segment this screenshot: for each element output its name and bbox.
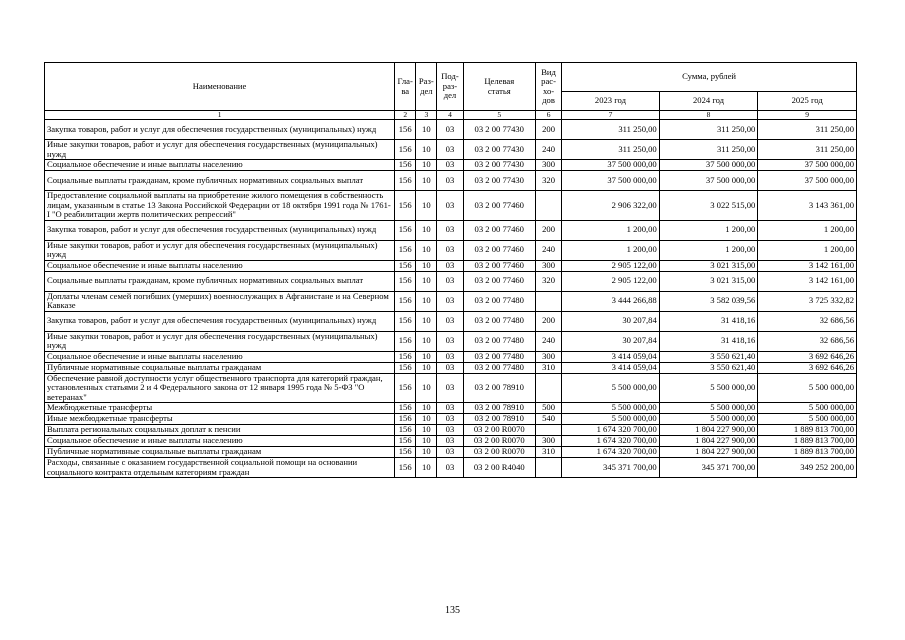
- row-sum-2023: 1 674 320 700,00: [562, 436, 660, 447]
- row-expense-type: 320: [535, 171, 561, 191]
- row-glava: 156: [395, 260, 416, 271]
- row-glava: 156: [395, 160, 416, 171]
- row-razdel: 10: [416, 260, 437, 271]
- row-expense-type: [535, 191, 561, 221]
- header-target-article: Целевая статья: [463, 63, 535, 111]
- row-target-article: 03 2 00 R4040: [463, 458, 535, 478]
- row-sum-2023: 30 207,84: [562, 331, 660, 351]
- row-sum-2024: 5 500 000,00: [659, 373, 758, 403]
- row-podrazdel: 03: [437, 447, 463, 458]
- row-expense-type: [535, 373, 561, 403]
- row-podrazdel: 03: [437, 120, 463, 140]
- row-podrazdel: 03: [437, 373, 463, 403]
- column-number: 9: [758, 111, 857, 120]
- row-sum-2024: 345 371 700,00: [659, 458, 758, 478]
- column-number: 5: [463, 111, 535, 120]
- header-year-2025: 2025 год: [758, 92, 857, 111]
- row-razdel: 10: [416, 171, 437, 191]
- row-target-article: 03 2 00 77430: [463, 120, 535, 140]
- column-number: 6: [535, 111, 561, 120]
- table-row: [45, 362, 857, 373]
- row-glava: 156: [395, 331, 416, 351]
- header-podrazdel: Под- раз- дел: [437, 63, 463, 111]
- row-sum-2025: 3 142 161,00: [758, 271, 857, 291]
- row-sum-2023: 3 414 059,04: [562, 362, 660, 373]
- table-row: [45, 220, 857, 240]
- row-target-article: 03 2 00 R0070: [463, 425, 535, 436]
- row-sum-2025: 349 252 200,00: [758, 458, 857, 478]
- row-razdel: 10: [416, 351, 437, 362]
- row-target-article: 03 2 00 77460: [463, 191, 535, 221]
- header-name: Наименование: [45, 63, 395, 111]
- row-target-article: 03 2 00 78910: [463, 403, 535, 414]
- row-sum-2025: 5 500 000,00: [758, 414, 857, 425]
- row-sum-2023: 2 906 322,00: [562, 191, 660, 221]
- row-glava: 156: [395, 140, 416, 160]
- row-expense-type: 310: [535, 362, 561, 373]
- budget-table: [44, 62, 857, 478]
- table-body: [45, 120, 857, 478]
- row-sum-2024: 37 500 000,00: [659, 160, 758, 171]
- row-sum-2023: 5 500 000,00: [562, 403, 660, 414]
- row-podrazdel: 03: [437, 362, 463, 373]
- row-sum-2025: 311 250,00: [758, 120, 857, 140]
- row-expense-type: 300: [535, 260, 561, 271]
- row-sum-2025: 5 500 000,00: [758, 403, 857, 414]
- row-target-article: 03 2 00 77480: [463, 331, 535, 351]
- page-number: 135: [445, 605, 460, 616]
- row-podrazdel: 03: [437, 425, 463, 436]
- row-sum-2024: 37 500 000,00: [659, 171, 758, 191]
- row-glava: 156: [395, 311, 416, 331]
- row-razdel: 10: [416, 373, 437, 403]
- header-razdel: Раз- дел: [416, 63, 437, 111]
- row-name: Социальное обеспечение и иные выплаты населению: [45, 260, 395, 271]
- row-glava: 156: [395, 436, 416, 447]
- row-name: Публичные нормативные социальные выплаты гражданам: [45, 447, 395, 458]
- row-sum-2024: 3 021 315,00: [659, 271, 758, 291]
- row-sum-2025: 3 143 361,00: [758, 191, 857, 221]
- row-expense-type: 240: [535, 331, 561, 351]
- row-expense-type: 540: [535, 414, 561, 425]
- row-sum-2025: 3 142 161,00: [758, 260, 857, 271]
- row-sum-2023: 37 500 000,00: [562, 171, 660, 191]
- row-sum-2023: 2 905 122,00: [562, 260, 660, 271]
- row-glava: 156: [395, 191, 416, 221]
- row-expense-type: [535, 291, 561, 311]
- row-glava: 156: [395, 351, 416, 362]
- row-name: Закупка товаров, работ и услуг для обеспечения государственных (муниципальных) нужд: [45, 120, 395, 140]
- row-expense-type: 320: [535, 271, 561, 291]
- row-sum-2023: 30 207,84: [562, 311, 660, 331]
- row-expense-type: 240: [535, 240, 561, 260]
- column-number: 8: [659, 111, 758, 120]
- row-glava: 156: [395, 220, 416, 240]
- table-row: [45, 260, 857, 271]
- row-sum-2024: 1 200,00: [659, 240, 758, 260]
- row-target-article: 03 2 00 77460: [463, 220, 535, 240]
- row-razdel: 10: [416, 458, 437, 478]
- table-row: [45, 271, 857, 291]
- row-target-article: 03 2 00 77460: [463, 240, 535, 260]
- column-number: 2: [395, 111, 416, 120]
- row-expense-type: 200: [535, 311, 561, 331]
- row-sum-2023: 345 371 700,00: [562, 458, 660, 478]
- row-podrazdel: 03: [437, 160, 463, 171]
- row-target-article: 03 2 00 77480: [463, 311, 535, 331]
- row-target-article: 03 2 00 78910: [463, 414, 535, 425]
- row-glava: 156: [395, 362, 416, 373]
- row-glava: 156: [395, 291, 416, 311]
- row-sum-2024: 3 021 315,00: [659, 260, 758, 271]
- table-row: [45, 191, 857, 221]
- row-sum-2023: 1 200,00: [562, 220, 660, 240]
- row-expense-type: 300: [535, 436, 561, 447]
- row-podrazdel: 03: [437, 271, 463, 291]
- row-razdel: 10: [416, 447, 437, 458]
- row-sum-2025: 1 889 813 700,00: [758, 447, 857, 458]
- table-row: [45, 436, 857, 447]
- row-glava: 156: [395, 120, 416, 140]
- row-name: Социальные выплаты гражданам, кроме публичных нормативных социальных выплат: [45, 171, 395, 191]
- row-sum-2023: 2 905 122,00: [562, 271, 660, 291]
- header-sum: Сумма, рублей: [562, 63, 857, 92]
- column-number: 4: [437, 111, 463, 120]
- row-razdel: 10: [416, 291, 437, 311]
- row-glava: 156: [395, 414, 416, 425]
- row-name: Иные межбюджетные трансферты: [45, 414, 395, 425]
- table-row: [45, 447, 857, 458]
- row-expense-type: 300: [535, 160, 561, 171]
- row-sum-2023: 5 500 000,00: [562, 414, 660, 425]
- row-sum-2024: 311 250,00: [659, 140, 758, 160]
- row-glava: 156: [395, 373, 416, 403]
- row-name: Закупка товаров, работ и услуг для обеспечения государственных (муниципальных) нужд: [45, 220, 395, 240]
- row-podrazdel: 03: [437, 403, 463, 414]
- table-row: [45, 240, 857, 260]
- row-name: Социальное обеспечение и иные выплаты населению: [45, 436, 395, 447]
- row-sum-2025: 311 250,00: [758, 140, 857, 160]
- row-sum-2023: 5 500 000,00: [562, 373, 660, 403]
- row-sum-2024: 1 804 227 900,00: [659, 425, 758, 436]
- row-name: Иные закупки товаров, работ и услуг для обеспечения государственных (муниципальных) нужд: [45, 240, 395, 260]
- row-name: Межбюджетные трансферты: [45, 403, 395, 414]
- row-glava: 156: [395, 240, 416, 260]
- row-sum-2025: 32 686,56: [758, 311, 857, 331]
- table-row: [45, 120, 857, 140]
- row-sum-2025: 1 200,00: [758, 220, 857, 240]
- row-podrazdel: 03: [437, 260, 463, 271]
- row-razdel: 10: [416, 160, 437, 171]
- row-sum-2024: 1 804 227 900,00: [659, 447, 758, 458]
- column-number: 7: [562, 111, 660, 120]
- row-sum-2023: 311 250,00: [562, 120, 660, 140]
- row-podrazdel: 03: [437, 191, 463, 221]
- row-sum-2025: 32 686,56: [758, 331, 857, 351]
- row-sum-2025: 3 692 646,26: [758, 351, 857, 362]
- row-razdel: 10: [416, 271, 437, 291]
- row-sum-2024: 31 418,16: [659, 311, 758, 331]
- row-name: Обеспечение равной доступности услуг общественного транспорта для категорий граждан, установленных статьями 2 и 4 Федерального закона от 12 января 1995 года № 5-ФЗ "О ветеранах": [45, 373, 395, 403]
- row-expense-type: 500: [535, 403, 561, 414]
- row-name: Предоставление социальной выплаты на приобретение жилого помещения в собственность лицам, указанным в статье 13 Закона Российской Федерации от 18 октября 1991 года № 1761-I "О реабилитации жертв политических репрессий": [45, 191, 395, 221]
- row-glava: 156: [395, 447, 416, 458]
- row-target-article: 03 2 00 77460: [463, 260, 535, 271]
- row-expense-type: 300: [535, 351, 561, 362]
- row-name: Расходы, связанные с оказанием государственной социальной помощи на основании социального контракта отдельным категориям граждан: [45, 458, 395, 478]
- row-target-article: 03 2 00 77460: [463, 271, 535, 291]
- row-podrazdel: 03: [437, 414, 463, 425]
- row-target-article: 03 2 00 77480: [463, 351, 535, 362]
- row-podrazdel: 03: [437, 291, 463, 311]
- row-razdel: 10: [416, 220, 437, 240]
- table-row: [45, 373, 857, 403]
- row-target-article: 03 2 00 77430: [463, 140, 535, 160]
- table-row: [45, 458, 857, 478]
- row-sum-2025: 1 200,00: [758, 240, 857, 260]
- table-row: [45, 351, 857, 362]
- row-sum-2024: 5 500 000,00: [659, 403, 758, 414]
- header-year-2024: 2024 год: [659, 92, 758, 111]
- row-razdel: 10: [416, 414, 437, 425]
- row-sum-2023: 1 674 320 700,00: [562, 425, 660, 436]
- row-sum-2024: 1 804 227 900,00: [659, 436, 758, 447]
- row-sum-2023: 3 414 059,04: [562, 351, 660, 362]
- row-sum-2025: 3 725 332,82: [758, 291, 857, 311]
- row-target-article: 03 2 00 78910: [463, 373, 535, 403]
- row-sum-2024: 3 582 039,56: [659, 291, 758, 311]
- row-razdel: 10: [416, 191, 437, 221]
- table-row: [45, 331, 857, 351]
- row-razdel: 10: [416, 436, 437, 447]
- row-razdel: 10: [416, 331, 437, 351]
- table-row: [45, 160, 857, 171]
- row-name: Иные закупки товаров, работ и услуг для обеспечения государственных (муниципальных) нужд: [45, 140, 395, 160]
- table-row: [45, 414, 857, 425]
- header-expense-type: Вид рас- хо- дов: [535, 63, 561, 111]
- header-glava: Гла- ва: [395, 63, 416, 111]
- row-sum-2023: 3 444 266,88: [562, 291, 660, 311]
- row-name: Публичные нормативные социальные выплаты гражданам: [45, 362, 395, 373]
- table-row: [45, 291, 857, 311]
- row-target-article: 03 2 00 R0070: [463, 447, 535, 458]
- row-name: Выплата региональных социальных доплат к пенсии: [45, 425, 395, 436]
- row-glava: 156: [395, 458, 416, 478]
- row-expense-type: 200: [535, 220, 561, 240]
- row-sum-2024: 1 200,00: [659, 220, 758, 240]
- row-target-article: 03 2 00 77430: [463, 160, 535, 171]
- row-podrazdel: 03: [437, 140, 463, 160]
- row-sum-2023: 1 200,00: [562, 240, 660, 260]
- row-sum-2025: 1 889 813 700,00: [758, 436, 857, 447]
- row-podrazdel: 03: [437, 458, 463, 478]
- row-razdel: 10: [416, 403, 437, 414]
- column-number: 1: [45, 111, 395, 120]
- row-name: Социальное обеспечение и иные выплаты населению: [45, 351, 395, 362]
- row-name: Иные закупки товаров, работ и услуг для обеспечения государственных (муниципальных) нужд: [45, 331, 395, 351]
- row-razdel: 10: [416, 240, 437, 260]
- row-name: Социальное обеспечение и иные выплаты населению: [45, 160, 395, 171]
- row-glava: 156: [395, 171, 416, 191]
- row-sum-2025: 37 500 000,00: [758, 160, 857, 171]
- row-expense-type: 310: [535, 447, 561, 458]
- row-glava: 156: [395, 425, 416, 436]
- row-sum-2024: 3 550 621,40: [659, 362, 758, 373]
- row-expense-type: 240: [535, 140, 561, 160]
- header-year-2023: 2023 год: [562, 92, 660, 111]
- row-sum-2024: 311 250,00: [659, 120, 758, 140]
- row-podrazdel: 03: [437, 240, 463, 260]
- row-podrazdel: 03: [437, 436, 463, 447]
- row-razdel: 10: [416, 425, 437, 436]
- table-row: [45, 403, 857, 414]
- row-sum-2024: 3 550 621,40: [659, 351, 758, 362]
- table-row: [45, 140, 857, 160]
- row-glava: 156: [395, 403, 416, 414]
- row-expense-type: [535, 458, 561, 478]
- row-podrazdel: 03: [437, 220, 463, 240]
- row-podrazdel: 03: [437, 171, 463, 191]
- table-row: [45, 425, 857, 436]
- row-podrazdel: 03: [437, 311, 463, 331]
- row-sum-2023: 311 250,00: [562, 140, 660, 160]
- row-razdel: 10: [416, 120, 437, 140]
- row-podrazdel: 03: [437, 331, 463, 351]
- row-target-article: 03 2 00 R0070: [463, 436, 535, 447]
- row-razdel: 10: [416, 311, 437, 331]
- column-number: 3: [416, 111, 437, 120]
- row-sum-2025: 37 500 000,00: [758, 171, 857, 191]
- row-name: Доплаты членам семей погибших (умерших) военнослужащих в Афганистане и на Северном Кавказе: [45, 291, 395, 311]
- row-razdel: 10: [416, 140, 437, 160]
- row-sum-2023: 37 500 000,00: [562, 160, 660, 171]
- row-sum-2024: 5 500 000,00: [659, 414, 758, 425]
- table-row: [45, 311, 857, 331]
- row-razdel: 10: [416, 362, 437, 373]
- row-expense-type: 200: [535, 120, 561, 140]
- row-expense-type: [535, 425, 561, 436]
- row-target-article: 03 2 00 77430: [463, 171, 535, 191]
- row-name: Закупка товаров, работ и услуг для обеспечения государственных (муниципальных) нужд: [45, 311, 395, 331]
- row-sum-2025: 3 692 646,26: [758, 362, 857, 373]
- row-target-article: 03 2 00 77480: [463, 291, 535, 311]
- table-row: [45, 171, 857, 191]
- row-sum-2024: 31 418,16: [659, 331, 758, 351]
- row-podrazdel: 03: [437, 351, 463, 362]
- row-target-article: 03 2 00 77480: [463, 362, 535, 373]
- row-sum-2023: 1 674 320 700,00: [562, 447, 660, 458]
- row-name: Социальные выплаты гражданам, кроме публичных нормативных социальных выплат: [45, 271, 395, 291]
- row-sum-2024: 3 022 515,00: [659, 191, 758, 221]
- row-sum-2025: 5 500 000,00: [758, 373, 857, 403]
- row-glava: 156: [395, 271, 416, 291]
- row-sum-2025: 1 889 813 700,00: [758, 425, 857, 436]
